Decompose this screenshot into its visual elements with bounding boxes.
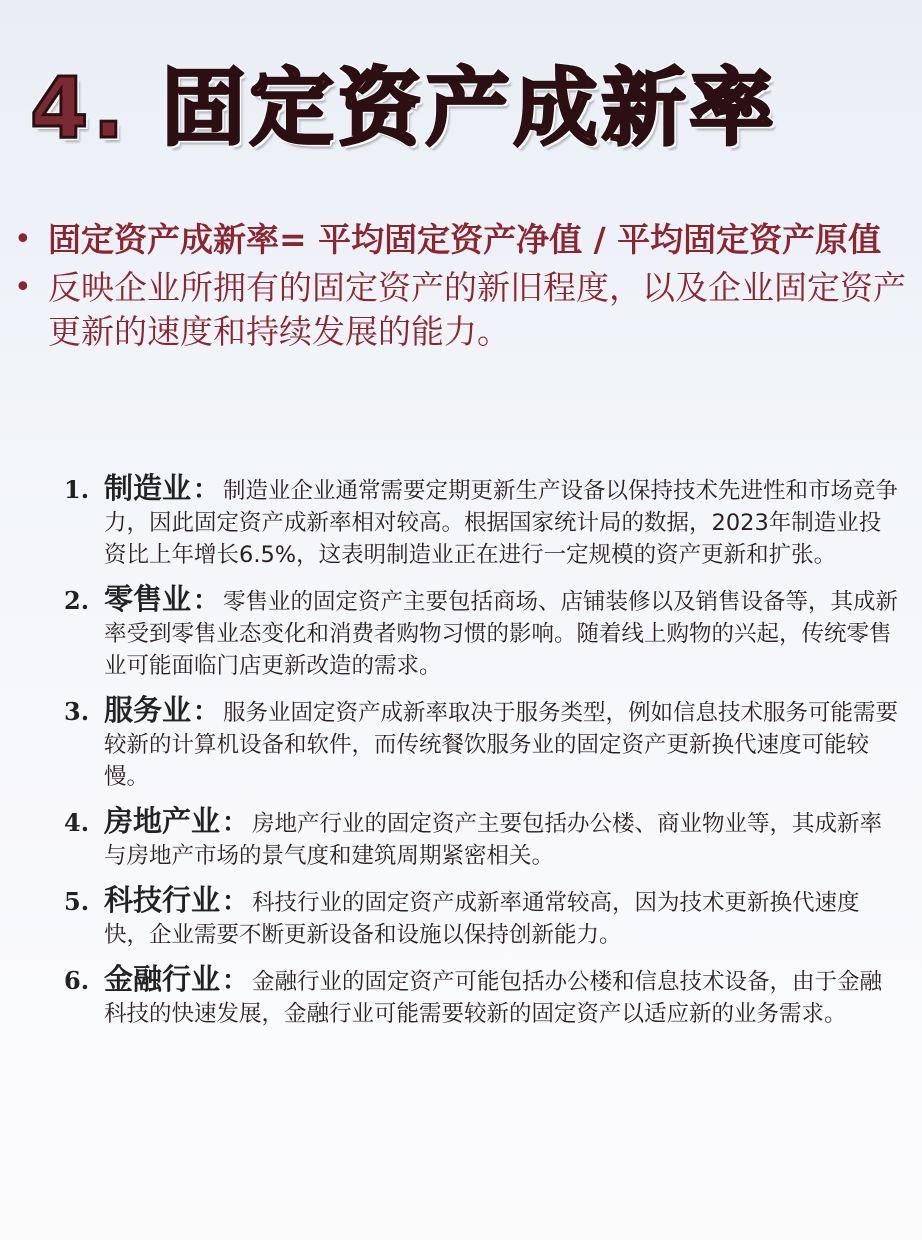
- industry-item-finance: [60, 963, 900, 1030]
- page-title: 4. 固定资产成新率: [30, 59, 778, 157]
- item-number: 2.: [64, 586, 90, 615]
- item-colon: ：: [222, 887, 249, 917]
- item-number: 3.: [64, 697, 90, 726]
- item-description: 科技行业的固定资产成新率通常较高，因为技术更新换代速度快，企业需要不断更新设备和设施以保持创新能力。: [104, 890, 860, 948]
- item-description: 零售业的固定资产主要包括商场、店铺装修以及销售设备等，其成新率受到零售业态变化和消费者购物习惯的影响。随着线上购物的兴起，传统零售业可能面临门店更新改造的需求。: [104, 589, 899, 679]
- item-colon: ：: [222, 808, 249, 838]
- item-number: 1.: [64, 475, 90, 504]
- industry-item-technology: [60, 884, 900, 951]
- industry-item-real-estate: [60, 805, 900, 872]
- bullet-formula: [12, 218, 907, 262]
- bullet-dot-icon: •: [14, 270, 32, 305]
- item-number: 5.: [64, 887, 90, 916]
- item-name: 制造业: [104, 471, 192, 505]
- bullet-text: 反映企业所拥有的固定资产的新旧程度，以及企业固定资产更新的速度和持续发展的能力。: [48, 268, 906, 351]
- industry-item-manufacturing: [60, 472, 900, 571]
- bullet-dot-icon: •: [14, 222, 32, 257]
- item-description: 服务业固定资产成新率取决于服务类型，例如信息技术服务可能需要较新的计算机设备和软件，而传统餐饮服务业的固定资产更新换代速度可能较慢。: [104, 700, 899, 790]
- item-name: 零售业: [104, 582, 192, 616]
- industry-item-retail: [60, 583, 900, 682]
- item-name: 金融行业: [104, 962, 221, 996]
- bullet-meaning: [12, 266, 907, 354]
- item-name: 科技行业: [104, 883, 221, 917]
- item-description: 金融行业的固定资产可能包括办公楼和信息技术设备，由于金融科技的快速发展，金融行业可能需要较新的固定资产以适应新的业务需求。: [104, 969, 883, 1027]
- item-description: 制造业企业通常需要定期更新生产设备以保持技术先进性和市场竞争力，因此固定资产成新率相对较高。根据国家统计局的数据，2023年制造业投资比上年增长6.5%，这表明制造业正在进行一定规模的资产更新和扩张。: [104, 478, 899, 568]
- item-colon: ：: [193, 586, 220, 616]
- item-colon: ：: [222, 966, 249, 996]
- item-number: 6.: [64, 966, 90, 995]
- industry-list: [60, 472, 900, 1042]
- item-colon: ：: [193, 697, 220, 727]
- item-colon: ：: [193, 475, 220, 505]
- bullet-list: [12, 218, 907, 358]
- item-name: 房地产业: [104, 804, 221, 838]
- industry-item-services: [60, 694, 900, 793]
- item-name: 服务业: [104, 693, 192, 727]
- item-description: 房地产行业的固定资产主要包括办公楼、商业物业等，其成新率与房地产市场的景气度和建筑周期紧密相关。: [104, 811, 883, 869]
- bullet-text: 固定资产成新率= 平均固定资产净值 / 平均固定资产原值: [48, 220, 882, 259]
- item-number: 4.: [64, 808, 90, 837]
